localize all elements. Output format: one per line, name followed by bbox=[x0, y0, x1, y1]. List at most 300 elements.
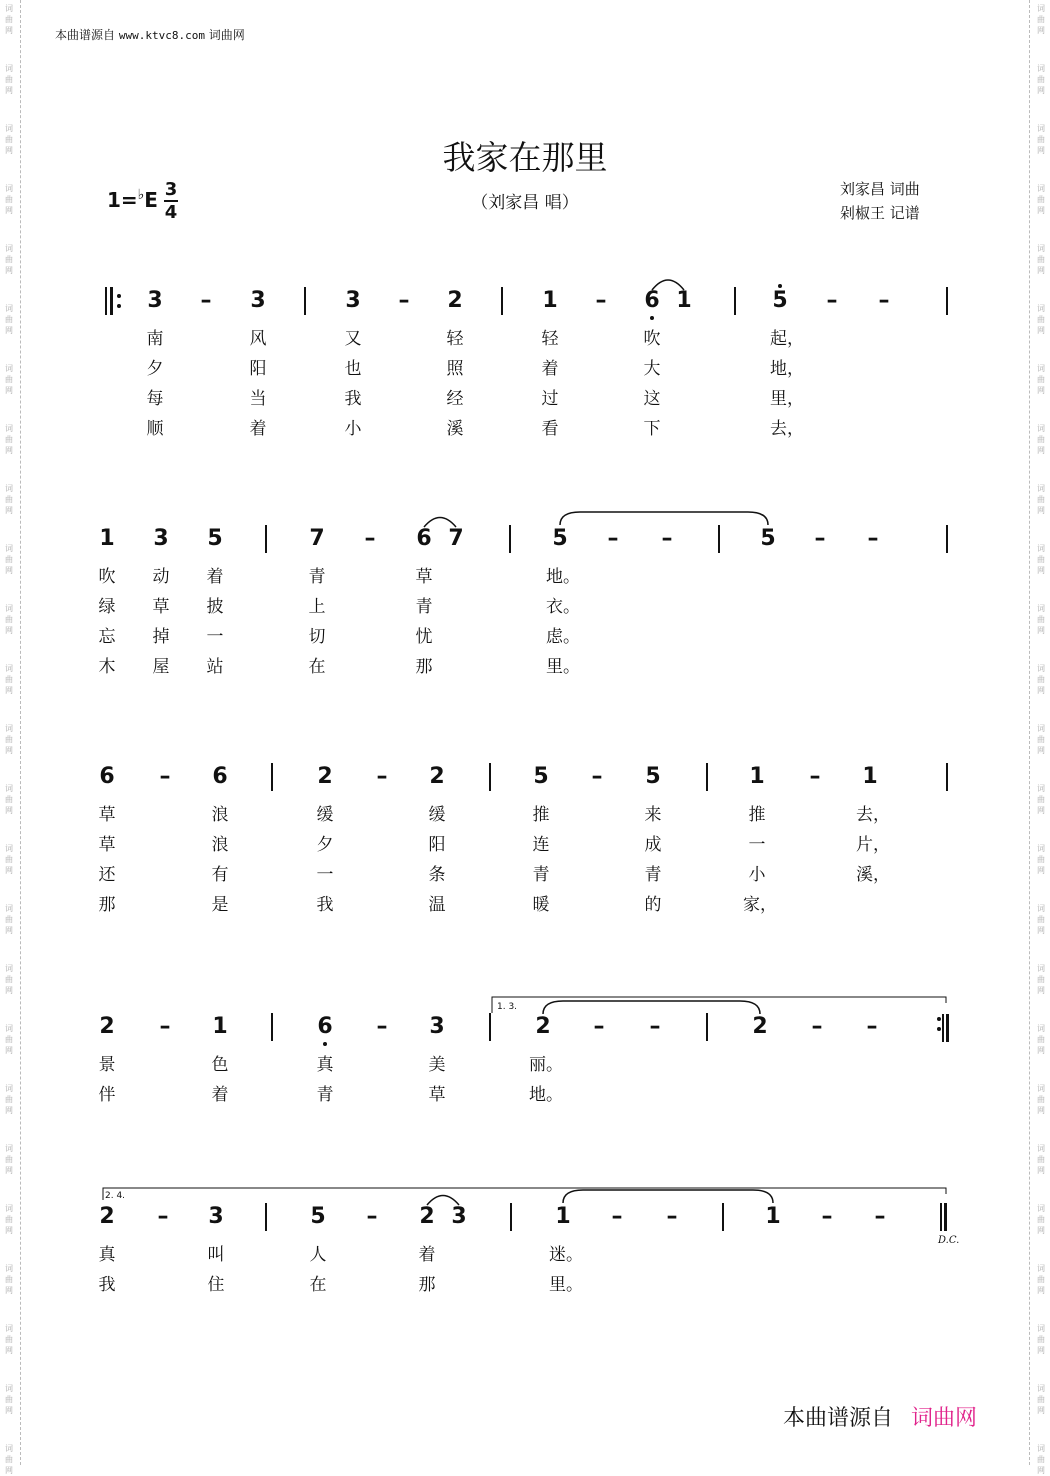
key-prefix: 1= bbox=[107, 188, 138, 212]
lyric-char: 去， bbox=[770, 419, 804, 439]
lyric-char: 小 bbox=[344, 419, 362, 439]
side-watermark-char: 网 bbox=[1037, 206, 1045, 215]
side-watermark-char: 词 bbox=[5, 1084, 13, 1093]
side-watermark-char: 网 bbox=[5, 1466, 13, 1475]
jianpu-note: 1 bbox=[765, 1204, 781, 1229]
side-watermark-char: 词 bbox=[1037, 724, 1045, 733]
lyric-char: 小 bbox=[748, 865, 766, 885]
time-bottom: 4 bbox=[164, 202, 178, 223]
jianpu-note: 5 bbox=[552, 526, 568, 551]
side-watermark-char: 网 bbox=[1037, 1406, 1045, 1415]
dash-note: – bbox=[811, 1014, 823, 1039]
side-watermark-char: 词 bbox=[5, 604, 13, 613]
lyric-char: 夕 bbox=[316, 835, 334, 855]
lyric-char: 木 bbox=[98, 657, 116, 677]
side-watermark-char: 词 bbox=[1037, 784, 1045, 793]
side-watermark-char: 词 bbox=[5, 4, 13, 13]
side-watermark-char: 网 bbox=[1037, 806, 1045, 815]
jianpu-note: 7 bbox=[309, 526, 325, 551]
source-site: 词曲网 bbox=[208, 28, 245, 42]
side-watermark-char: 词 bbox=[1037, 484, 1045, 493]
lyric-char: 吹 bbox=[98, 567, 116, 587]
lyric-char: 夕 bbox=[146, 359, 164, 379]
side-watermark-char: 曲 bbox=[5, 1215, 13, 1224]
jianpu-note: 5 bbox=[207, 526, 223, 551]
jianpu-note: 5 bbox=[645, 764, 661, 789]
lyric-char: 里。 bbox=[546, 657, 580, 677]
side-watermark-char: 曲 bbox=[1037, 915, 1045, 924]
lyric-char: 的 bbox=[644, 895, 662, 915]
lyric-char: 掉 bbox=[152, 627, 170, 647]
footer-site: 词曲网 bbox=[911, 1406, 978, 1431]
side-watermark-char: 网 bbox=[5, 686, 13, 695]
side-watermark-char: 曲 bbox=[5, 255, 13, 264]
jianpu-note: 3 bbox=[250, 288, 266, 313]
source-url[interactable]: www.ktvc8.com bbox=[118, 29, 205, 42]
lyric-char: 草 bbox=[98, 805, 116, 825]
footer-prefix: 本曲谱源自 bbox=[783, 1406, 894, 1431]
lyric-char: 缓 bbox=[428, 805, 446, 825]
side-watermark-char: 曲 bbox=[5, 315, 13, 324]
side-watermark-char: 词 bbox=[5, 1264, 13, 1273]
side-watermark-char: 曲 bbox=[1037, 315, 1045, 324]
key-flat: ♭ bbox=[137, 187, 145, 203]
side-watermark-char: 曲 bbox=[1037, 675, 1045, 684]
lyric-char: 推 bbox=[748, 805, 766, 825]
side-watermark-char: 曲 bbox=[1037, 1035, 1045, 1044]
side-watermark-char: 网 bbox=[5, 446, 13, 455]
side-watermark-char: 词 bbox=[1037, 1144, 1045, 1153]
side-watermark-char: 词 bbox=[1037, 964, 1045, 973]
side-watermark-char: 曲 bbox=[1037, 195, 1045, 204]
side-watermark-char: 词 bbox=[5, 124, 13, 133]
dash-note: – bbox=[593, 1014, 605, 1039]
side-watermark-char: 词 bbox=[5, 1144, 13, 1153]
jianpu-note: 2 bbox=[419, 1204, 435, 1229]
lyric-char: 推 bbox=[532, 805, 550, 825]
side-watermark-char: 网 bbox=[1037, 626, 1045, 635]
side-watermark-char: 词 bbox=[5, 1444, 13, 1453]
lyric-char: 迷。 bbox=[549, 1245, 583, 1265]
jianpu-note: 3 bbox=[208, 1204, 224, 1229]
volta-1-bracket bbox=[492, 997, 946, 1013]
lyric-char: 草 bbox=[152, 597, 170, 617]
side-watermark-char: 网 bbox=[1037, 866, 1045, 875]
jianpu-note: 3 bbox=[429, 1014, 445, 1039]
side-watermark-char: 网 bbox=[1037, 1046, 1045, 1055]
dash-note: – bbox=[376, 764, 388, 789]
side-watermark-char: 网 bbox=[5, 1406, 13, 1415]
tie-2-2 bbox=[543, 1001, 760, 1014]
side-watermark-char: 曲 bbox=[1037, 735, 1045, 744]
side-watermark-char: 曲 bbox=[1037, 1095, 1045, 1104]
side-watermark-char: 曲 bbox=[1037, 795, 1045, 804]
side-watermark-char: 曲 bbox=[1037, 75, 1045, 84]
side-watermark-char: 网 bbox=[1037, 1226, 1045, 1235]
lyric-char: 顺 bbox=[146, 419, 164, 439]
lyric-char: 起， bbox=[770, 329, 804, 349]
side-watermark-char: 词 bbox=[1037, 1084, 1045, 1093]
side-watermark-char: 词 bbox=[1037, 844, 1045, 853]
side-watermark-char: 曲 bbox=[5, 675, 13, 684]
side-watermark-char: 网 bbox=[1037, 146, 1045, 155]
lyric-char: 青 bbox=[532, 865, 550, 885]
jianpu-note: 2 bbox=[752, 1014, 768, 1039]
lyric-char: 一 bbox=[316, 865, 334, 885]
side-watermark-char: 曲 bbox=[5, 75, 13, 84]
dash-note: – bbox=[398, 288, 410, 313]
lyric-char: 阳 bbox=[428, 835, 446, 855]
lyric-char: 上 bbox=[308, 597, 326, 617]
lyric-char: 那 bbox=[415, 657, 433, 677]
side-watermark-char: 网 bbox=[1037, 746, 1045, 755]
side-watermark-char: 曲 bbox=[1037, 435, 1045, 444]
side-watermark-char: 网 bbox=[1037, 26, 1045, 35]
lyric-char: 阳 bbox=[249, 359, 267, 379]
side-watermark-char: 曲 bbox=[1037, 1215, 1045, 1224]
jianpu-note: 5 bbox=[310, 1204, 326, 1229]
side-watermark-char: 曲 bbox=[5, 1275, 13, 1284]
final-barline bbox=[940, 1203, 947, 1231]
lyric-char: 忘 bbox=[98, 627, 116, 647]
lyric-char: 着 bbox=[418, 1245, 436, 1265]
lyric-char: 在 bbox=[309, 1275, 327, 1295]
jianpu-note: 7 bbox=[448, 526, 464, 551]
lyric-char: 是 bbox=[211, 895, 229, 915]
side-watermark-char: 网 bbox=[1037, 926, 1045, 935]
dash-note: – bbox=[874, 1204, 886, 1229]
slur-6-1 bbox=[652, 280, 684, 290]
lyric-char: 这 bbox=[643, 389, 661, 409]
side-watermark-char: 网 bbox=[5, 1226, 13, 1235]
side-watermark-char: 网 bbox=[5, 1046, 13, 1055]
side-watermark-char: 词 bbox=[1037, 664, 1045, 673]
lyric-char: 切 bbox=[308, 627, 326, 647]
side-watermark-char: 网 bbox=[5, 986, 13, 995]
lyric-char: 温 bbox=[428, 895, 446, 915]
lyric-char: 连 bbox=[532, 835, 550, 855]
lyric-char: 地。 bbox=[546, 567, 580, 587]
side-watermark-char: 词 bbox=[1037, 544, 1045, 553]
side-watermark-char: 曲 bbox=[1037, 135, 1045, 144]
dash-note: – bbox=[376, 1014, 388, 1039]
side-watermark-char: 网 bbox=[5, 1346, 13, 1355]
side-watermark-char: 网 bbox=[5, 266, 13, 275]
side-watermark-char: 网 bbox=[1037, 1166, 1045, 1175]
dash-note: – bbox=[591, 764, 603, 789]
lyric-char: 青 bbox=[415, 597, 433, 617]
side-watermark-char: 词 bbox=[1037, 1264, 1045, 1273]
lyric-char: 南 bbox=[146, 329, 164, 349]
lyric-char: 条 bbox=[428, 865, 446, 885]
side-watermark-char: 词 bbox=[1037, 1204, 1045, 1213]
lyric-char: 浪 bbox=[211, 805, 229, 825]
jianpu-note: 3 bbox=[153, 526, 169, 551]
lyric-char: 景 bbox=[98, 1055, 116, 1075]
side-watermark-char: 网 bbox=[1037, 1286, 1045, 1295]
side-watermark-char: 曲 bbox=[5, 195, 13, 204]
jianpu-note: 2 bbox=[429, 764, 445, 789]
volta-2-bracket bbox=[103, 1188, 946, 1200]
lyric-char: 我 bbox=[316, 895, 334, 915]
side-watermark-char: 词 bbox=[5, 1384, 13, 1393]
volta-1-label: 1. 3. bbox=[497, 1002, 518, 1012]
lyric-char: 有 bbox=[211, 865, 229, 885]
side-watermark-char: 词 bbox=[5, 544, 13, 553]
side-watermark-char: 曲 bbox=[1037, 15, 1045, 24]
lyric-char: 经 bbox=[446, 389, 464, 409]
dash-note: – bbox=[866, 1014, 878, 1039]
side-watermark-char: 网 bbox=[5, 926, 13, 935]
time-top: 3 bbox=[164, 179, 178, 200]
side-watermark-char: 网 bbox=[1037, 566, 1045, 575]
end-repeat-sign bbox=[937, 1014, 949, 1042]
side-watermark-char: 词 bbox=[1037, 64, 1045, 73]
lyric-char: 草 bbox=[428, 1085, 446, 1105]
dash-note: – bbox=[611, 1204, 623, 1229]
jianpu-note: 3 bbox=[451, 1204, 467, 1229]
slur-6-7 bbox=[424, 518, 456, 528]
side-watermark-char: 网 bbox=[1037, 386, 1045, 395]
dash-note: – bbox=[159, 1014, 171, 1039]
transcriber-credit: 剁椒王 记谱 bbox=[840, 204, 920, 222]
side-watermark-char: 曲 bbox=[5, 555, 13, 564]
lyric-char: 成 bbox=[644, 835, 662, 855]
lyric-char: 照 bbox=[446, 359, 464, 379]
lyric-char: 着 bbox=[206, 567, 224, 587]
side-watermark-char: 词 bbox=[1037, 124, 1045, 133]
side-watermark-char: 曲 bbox=[5, 855, 13, 864]
side-watermark-char: 词 bbox=[1037, 1384, 1045, 1393]
side-watermark-char: 词 bbox=[5, 364, 13, 373]
dash-note: – bbox=[878, 288, 890, 313]
lyric-char: 虑。 bbox=[546, 627, 580, 647]
side-watermark-char: 曲 bbox=[5, 615, 13, 624]
dash-note: – bbox=[159, 764, 171, 789]
side-watermark-char: 曲 bbox=[5, 975, 13, 984]
lyric-char: 也 bbox=[344, 359, 362, 379]
start-repeat-sign bbox=[105, 287, 121, 315]
jianpu-note: 5 bbox=[533, 764, 549, 789]
jianpu-note: 5 bbox=[760, 526, 776, 551]
lyric-char: 人 bbox=[309, 1245, 327, 1265]
lyric-char: 浪 bbox=[211, 835, 229, 855]
side-watermark-char: 曲 bbox=[5, 915, 13, 924]
dash-note: – bbox=[661, 526, 673, 551]
jianpu-note: 6 bbox=[212, 764, 228, 789]
side-watermark-char: 曲 bbox=[5, 435, 13, 444]
side-watermark-char: 曲 bbox=[5, 1335, 13, 1344]
side-watermark-char: 网 bbox=[1037, 326, 1045, 335]
side-watermark-char: 网 bbox=[1037, 266, 1045, 275]
side-watermark-char: 网 bbox=[5, 806, 13, 815]
side-watermark-char: 词 bbox=[5, 1204, 13, 1213]
lyric-char: 来 bbox=[644, 805, 662, 825]
lyric-char: 真 bbox=[98, 1245, 116, 1265]
dc-marking: D.C. bbox=[938, 1235, 960, 1246]
song-title: 我家在那里 bbox=[442, 138, 608, 177]
lyric-char: 片， bbox=[856, 835, 890, 855]
dash-note: – bbox=[366, 1204, 378, 1229]
jianpu-note: 1 bbox=[862, 764, 878, 789]
jianpu-note: 2 bbox=[99, 1014, 115, 1039]
side-watermark-char: 词 bbox=[5, 1324, 13, 1333]
dash-note: – bbox=[595, 288, 607, 313]
lyric-char: 看 bbox=[541, 419, 559, 439]
lyric-char: 每 bbox=[146, 389, 164, 409]
lyric-char: 着 bbox=[249, 419, 267, 439]
lyric-char: 过 bbox=[541, 389, 559, 409]
jianpu-note: 6 bbox=[99, 764, 115, 789]
side-watermark-char: 词 bbox=[5, 904, 13, 913]
side-watermark-char: 网 bbox=[5, 146, 13, 155]
side-watermark-char: 网 bbox=[5, 506, 13, 515]
side-watermark-char: 词 bbox=[1037, 4, 1045, 13]
lyric-char: 草 bbox=[415, 567, 433, 587]
lyric-char: 一 bbox=[748, 835, 766, 855]
side-watermark-char: 网 bbox=[1037, 1466, 1045, 1475]
jianpu-note: 1 bbox=[99, 526, 115, 551]
volta-2-label: 2. 4. bbox=[105, 1191, 126, 1201]
lyric-char: 色 bbox=[211, 1055, 229, 1075]
side-watermark-char: 词 bbox=[1037, 1024, 1045, 1033]
side-watermark-char: 曲 bbox=[5, 1155, 13, 1164]
jianpu-note: 2 bbox=[317, 764, 333, 789]
lyric-char: 家， bbox=[743, 895, 777, 915]
lyric-char: 里。 bbox=[549, 1275, 583, 1295]
side-watermark-char: 网 bbox=[5, 1166, 13, 1175]
dash-note: – bbox=[157, 1204, 169, 1229]
side-watermark-char: 词 bbox=[5, 244, 13, 253]
jianpu-note: 2 bbox=[535, 1014, 551, 1039]
side-watermark-char: 词 bbox=[5, 184, 13, 193]
side-watermark-char: 词 bbox=[1037, 304, 1045, 313]
lyric-char: 站 bbox=[206, 657, 224, 677]
side-watermark-char: 网 bbox=[1037, 686, 1045, 695]
lyric-char: 里， bbox=[770, 389, 804, 409]
side-watermark-char: 网 bbox=[1037, 1106, 1045, 1115]
lyric-char: 那 bbox=[418, 1275, 436, 1295]
lyric-char: 住 bbox=[207, 1275, 225, 1295]
lyric-char: 伴 bbox=[98, 1085, 116, 1105]
side-watermark-char: 曲 bbox=[5, 375, 13, 384]
singer-line: （刘家昌 唱） bbox=[471, 193, 579, 213]
jianpu-note: 2 bbox=[99, 1204, 115, 1229]
lyric-char: 轻 bbox=[446, 329, 464, 349]
jianpu-note: 1 bbox=[212, 1014, 228, 1039]
side-watermark-char: 词 bbox=[1037, 1324, 1045, 1333]
side-watermark-char: 曲 bbox=[1037, 495, 1045, 504]
jianpu-note: 3 bbox=[147, 288, 163, 313]
jianpu-note: 1 bbox=[555, 1204, 571, 1229]
dash-note: – bbox=[867, 526, 879, 551]
lyric-char: 那 bbox=[98, 895, 116, 915]
jianpu-note: 5 bbox=[772, 288, 788, 313]
tie-5-5 bbox=[560, 512, 768, 525]
side-watermark-char: 词 bbox=[1037, 364, 1045, 373]
lyric-char: 真 bbox=[316, 1055, 334, 1075]
lyric-char: 缓 bbox=[316, 805, 334, 825]
side-watermark-char: 网 bbox=[5, 206, 13, 215]
jianpu-note: 2 bbox=[447, 288, 463, 313]
dash-note: – bbox=[826, 288, 838, 313]
jianpu-note: 6 bbox=[644, 288, 660, 313]
side-watermark-char: 曲 bbox=[5, 735, 13, 744]
side-watermark-char: 网 bbox=[1037, 986, 1045, 995]
lyric-char: 青 bbox=[644, 865, 662, 885]
side-watermark-char: 网 bbox=[5, 386, 13, 395]
side-watermark-char: 词 bbox=[5, 1024, 13, 1033]
lyric-char: 忧 bbox=[415, 627, 433, 647]
key-letter: E bbox=[144, 188, 158, 212]
side-watermark-char: 曲 bbox=[1037, 1395, 1045, 1404]
side-watermark-char: 词 bbox=[1037, 1444, 1045, 1453]
side-watermark-char: 网 bbox=[5, 1106, 13, 1115]
dash-note: – bbox=[649, 1014, 661, 1039]
side-watermark-char: 词 bbox=[1037, 184, 1045, 193]
side-watermark-char: 网 bbox=[5, 566, 13, 575]
lyric-char: 丽。 bbox=[529, 1055, 563, 1075]
side-watermark-char: 曲 bbox=[5, 795, 13, 804]
dash-note: – bbox=[607, 526, 619, 551]
lyric-char: 披 bbox=[206, 597, 224, 617]
side-watermark-char: 曲 bbox=[1037, 1455, 1045, 1464]
side-watermark-char: 曲 bbox=[5, 1455, 13, 1464]
side-watermark-char: 词 bbox=[5, 844, 13, 853]
jianpu-note: 1 bbox=[542, 288, 558, 313]
side-watermark-char: 曲 bbox=[1037, 855, 1045, 864]
side-watermark-char: 网 bbox=[5, 86, 13, 95]
side-watermark-char: 词 bbox=[5, 784, 13, 793]
side-watermark-char: 曲 bbox=[1037, 1275, 1045, 1284]
side-watermark-char: 词 bbox=[5, 424, 13, 433]
lyric-char: 美 bbox=[428, 1055, 446, 1075]
side-watermark-char: 网 bbox=[1037, 506, 1045, 515]
side-watermark-char: 曲 bbox=[1037, 975, 1045, 984]
lyricist-composer-credit: 刘家昌 词曲 bbox=[840, 180, 920, 198]
side-watermark-char: 词 bbox=[5, 964, 13, 973]
source-prefix: 本曲谱源自 bbox=[55, 28, 116, 42]
side-watermark-char: 网 bbox=[5, 1286, 13, 1295]
lyric-char: 绿 bbox=[98, 597, 116, 617]
side-watermark-char: 曲 bbox=[1037, 375, 1045, 384]
lyric-char: 衣。 bbox=[546, 597, 580, 617]
lyric-char: 青 bbox=[316, 1085, 334, 1105]
side-watermark-char: 网 bbox=[5, 26, 13, 35]
lyric-char: 在 bbox=[308, 657, 326, 677]
lyric-char: 地， bbox=[770, 359, 804, 379]
lyric-char: 动 bbox=[152, 567, 170, 587]
lyric-char: 我 bbox=[98, 1275, 116, 1295]
dash-note: – bbox=[809, 764, 821, 789]
dash-note: – bbox=[200, 288, 212, 313]
jianpu-note: 3 bbox=[345, 288, 361, 313]
dash-note: – bbox=[666, 1204, 678, 1229]
lyric-char: 溪， bbox=[856, 865, 890, 885]
side-watermark-char: 曲 bbox=[1037, 555, 1045, 564]
side-watermark-char: 网 bbox=[5, 866, 13, 875]
side-watermark-char: 词 bbox=[5, 304, 13, 313]
side-watermark-char: 曲 bbox=[5, 495, 13, 504]
side-watermark-char: 曲 bbox=[5, 135, 13, 144]
side-watermark-char: 曲 bbox=[1037, 1155, 1045, 1164]
side-watermark-char: 曲 bbox=[1037, 255, 1045, 264]
side-watermark-char: 网 bbox=[1037, 1346, 1045, 1355]
side-watermark-char: 曲 bbox=[5, 1395, 13, 1404]
side-watermark-char: 词 bbox=[1037, 244, 1045, 253]
side-watermark-char: 网 bbox=[1037, 446, 1045, 455]
jianpu-note: 6 bbox=[317, 1014, 333, 1039]
